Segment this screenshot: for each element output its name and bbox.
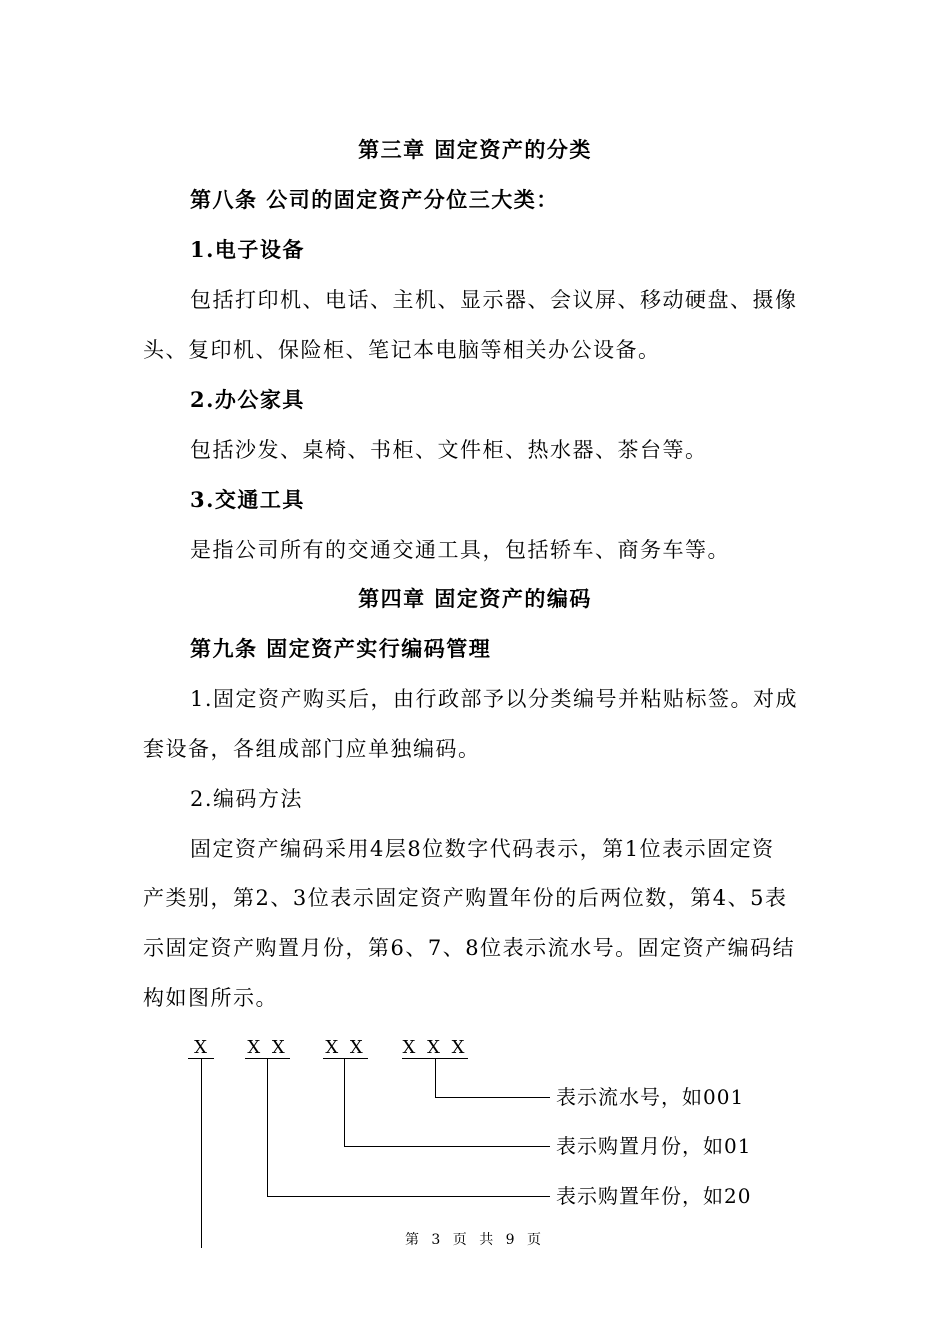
page-footer: 第 3 页 共 9 页 [404, 1232, 546, 1248]
paragraph-1-line1: 1.固定资产购买后，由行政部予以分类编号并粘贴标签。对成 [190, 687, 799, 711]
chapter-4-title: 第四章 固定资产的编码 [358, 586, 592, 611]
item-1-title: 1.电子设备 [190, 237, 305, 262]
label-year: 表示购置年份，如20 [556, 1184, 752, 1208]
connector-serial-vertical [435, 1058, 436, 1098]
paragraph-3-line3: 示固定资产购置月份，第6、7、8位表示流水号。固定资产编码结 [143, 936, 796, 960]
connector-category [201, 1058, 202, 1248]
code-group-serial: X X X [402, 1037, 468, 1058]
item-1-text-line2: 头、复印机、保险柜、笔记本电脑等相关办公设备。 [143, 338, 661, 362]
paragraph-3-line4: 构如图所示。 [143, 986, 278, 1010]
connector-serial-horizontal [435, 1097, 550, 1098]
item-3-text: 是指公司所有的交通交通工具，包括轿车、商务车等。 [190, 538, 730, 562]
item-1-text-line1: 包括打印机、电话、主机、显示器、会议屏、移动硬盘、摄像 [190, 288, 798, 312]
item-3-title: 3.交通工具 [190, 487, 305, 512]
item-2-text: 包括沙发、桌椅、书柜、文件柜、热水器、茶台等。 [190, 438, 708, 462]
label-serial: 表示流水号，如001 [556, 1085, 745, 1109]
label-month: 表示购置月份，如01 [556, 1134, 752, 1158]
connector-year-vertical [267, 1058, 268, 1197]
chapter-3-title: 第三章 固定资产的分类 [358, 137, 592, 162]
underline-month [323, 1058, 368, 1059]
item-2-title: 2.办公家具 [190, 387, 305, 412]
paragraph-3-line1: 固定资产编码采用4层8位数字代码表示，第1位表示固定资 [190, 837, 775, 861]
article-9-heading: 第九条 固定资产实行编码管理 [190, 636, 492, 661]
code-group-category: X [194, 1037, 210, 1058]
connector-year-horizontal [267, 1196, 550, 1197]
connector-month-horizontal [344, 1146, 550, 1147]
article-8-heading: 第八条 公司的固定资产分位三大类： [190, 187, 559, 212]
connector-month-vertical [344, 1058, 345, 1147]
paragraph-2-title: 2.编码方法 [190, 787, 304, 811]
paragraph-1-line2: 套设备，各组成部门应单独编码。 [143, 737, 481, 761]
paragraph-3-line2: 产类别，第2、3位表示固定资产购置年份的后两位数，第4、5表 [143, 886, 788, 910]
code-group-month: X X [325, 1037, 366, 1058]
code-group-year: X X [247, 1037, 288, 1058]
